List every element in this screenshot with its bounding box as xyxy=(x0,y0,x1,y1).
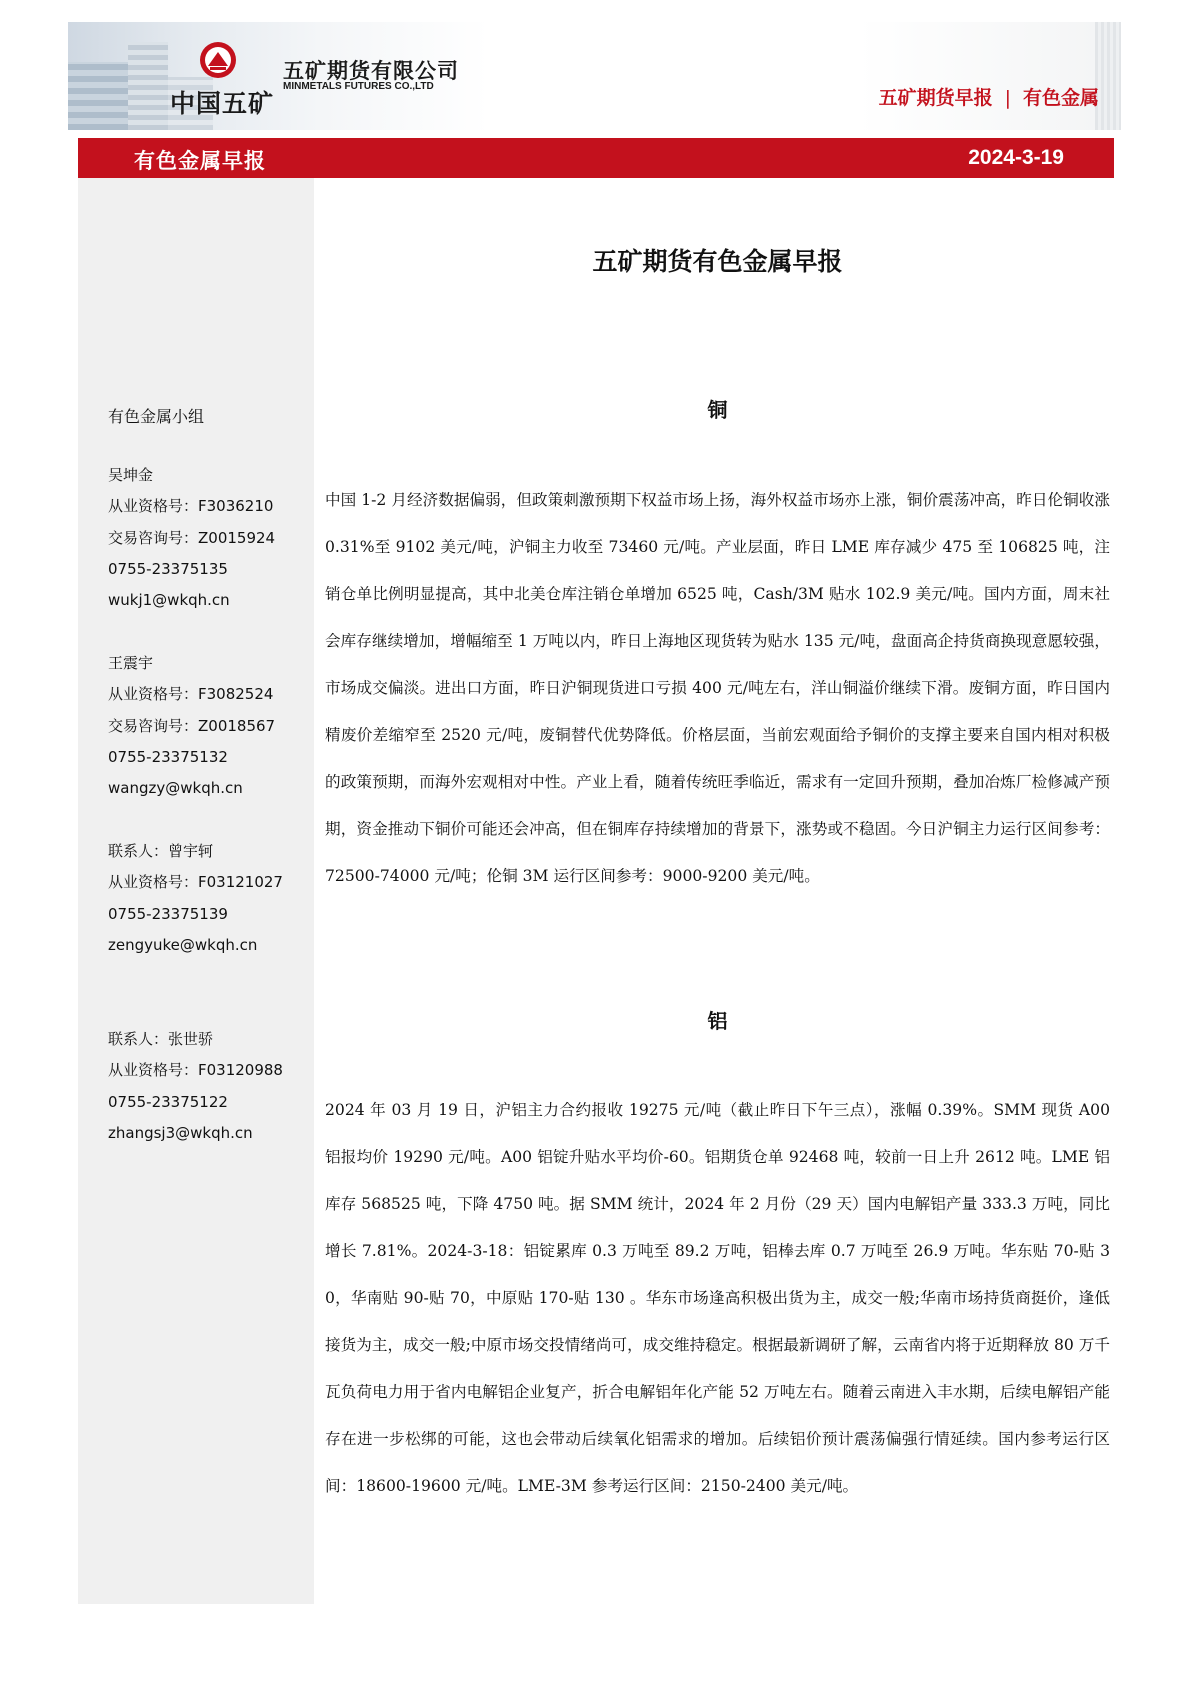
contact-consult-number: 交易咨询号：Z0015924 xyxy=(108,528,276,547)
contact-phone: 0755-23375135 xyxy=(108,559,228,578)
section-body-copper: 中国 1-2 月经济数据偏弱，但政策刺激预期下权益市场上扬，海外权益市场亦上涨，铜价震荡冲高，昨日伦铜收涨 0.31%至 9102 美元/吨，沪铜主力收至 73460 元/吨。产业层面，昨日 LME 库存减少 475 至 106825 吨，注销仓单比例明显提高，其中北美仓库注销仓单增加 6525 吨，Cash/3M 贴水 102.9 美元/吨。国内方面，周末社会库存继续增加，增幅缩至 1 万吨以内，昨日上海地区现货转为贴水 135 元/吨，盘面高企持货商换现意愿较强，市场成交偏淡。进出口方面，昨日沪铜现货进口亏损 400 元/吨左右，洋山铜溢价继续下滑。废铜方面，昨日国内精废价差缩窄至 2520 元/吨，废铜替代优势降低。价格层面，当前宏观面给予铜价的支撑主要来自国内相对积极的政策预期，而海外宏观相对中性。产业上看，随着传统旺季临近，需求有一定回升预期，叠加冶炼厂检修减产预期，资金推动下铜价可能还会冲高，但在铜库存持续增加的背景下，涨势或不稳固。今日沪铜主力运行区间参考：72500-74000 元/吨；伦铜 3M 运行区间参考：9000-9200 美元/吨。 xyxy=(325,491,1110,885)
building-graphic xyxy=(128,42,168,130)
company-name-cn: 五矿期货有限公司 xyxy=(283,59,459,83)
contact-name: 联系人：曾宇轲 xyxy=(108,842,214,860)
contact-card xyxy=(108,648,275,804)
contact-name: 联系人：张世骄 xyxy=(108,1030,214,1048)
company-name-en: MINMETALS FUTURES CO.,LTD xyxy=(283,81,434,92)
contact-email[interactable]: wukj1@wkqh.cn xyxy=(108,591,230,610)
section-heading-copper: 铜 xyxy=(707,398,728,422)
contact-qualification: 从业资格号：F03120988 xyxy=(108,1061,283,1080)
contact-name: 吴坤金 xyxy=(108,466,154,484)
report-series: 五矿期货早报 xyxy=(878,87,993,109)
minmetals-logo-icon xyxy=(198,40,238,80)
brand-cn: 中国五矿 xyxy=(170,89,275,118)
contact-email[interactable]: wangzy@wkqh.cn xyxy=(108,779,243,798)
report-title: 有色金属早报 xyxy=(134,149,266,173)
report-date: 2024-3-19 xyxy=(968,146,1064,169)
contact-consult-number: 交易咨询号：Z0018567 xyxy=(108,716,276,735)
document-title: 五矿期货有色金属早报 xyxy=(592,247,843,276)
contact-card xyxy=(108,460,275,616)
contact-phone: 0755-23375122 xyxy=(108,1092,228,1111)
contact-name: 王震宇 xyxy=(108,654,154,672)
contact-card xyxy=(108,836,283,961)
building-graphic xyxy=(1095,22,1121,130)
contact-qualification: 从业资格号：F3036210 xyxy=(108,497,274,516)
section-body-aluminum: 2024 年 03 月 19 日，沪铝主力合约报收 19275 元/吨（截止昨日下午三点），涨幅 0.39%。SMM 现货 A00 铝报均价 19290 元/吨。A00 铝锭升贴水平均价-60。铝期货仓单 92468 吨，较前一日上升 2612 吨。LME 铝库存 568525 吨，下降 4750 吨。据 SMM 统计，2024 年 2 月份（29 天）国内电解铝产量 333.3 万吨，同比增长 7.81%。2024-3-18：铝锭累库 0.3 万吨至 89.2 万吨，铝棒去库 0.7 万吨至 26.9 万吨。华东贴 70-贴 30，华南贴 90-贴 70，中原贴 170-贴 130 。华东市场逢高积极出货为主，成交一般;华南市场持货商挺价，逢低接货为主，成交一般;中原市场交投情绪尚可，成交维持稳定。根据最新调研了解，云南省内将于近期释放 80 万千瓦负荷电力用于省内电解铝企业复产，折合电解铝年化产能 52 万吨左右。随着云南进入丰水期，后续电解铝产能存在进一步松绑的可能，这也会带动后续氧化铝需求的增加。后续铝价预计震荡偏强行情延续。国内参考运行区间：18600-19600 元/吨。LME-3M 参考运行区间：2150-2400 美元/吨。 xyxy=(325,1101,1110,1495)
report-category: 有色金属 xyxy=(1022,87,1099,109)
sidebar xyxy=(78,178,314,1604)
building-graphic xyxy=(68,62,128,130)
contact-email[interactable]: zhangsj3@wkqh.cn xyxy=(108,1123,253,1142)
title-bar xyxy=(78,138,1114,178)
team-name: 有色金属小组 xyxy=(108,407,205,426)
contact-email[interactable]: zengyuke@wkqh.cn xyxy=(108,935,258,954)
page-header xyxy=(68,22,1121,130)
contact-phone: 0755-23375132 xyxy=(108,747,228,766)
header-report-label xyxy=(879,83,1099,110)
contact-phone: 0755-23375139 xyxy=(108,904,228,923)
contact-qualification: 从业资格号：F03121027 xyxy=(108,873,283,892)
separator: | xyxy=(1004,87,1011,109)
contact-qualification: 从业资格号：F3082524 xyxy=(108,685,274,704)
contact-card xyxy=(108,1024,283,1149)
section-heading-aluminum: 铝 xyxy=(707,1009,728,1033)
